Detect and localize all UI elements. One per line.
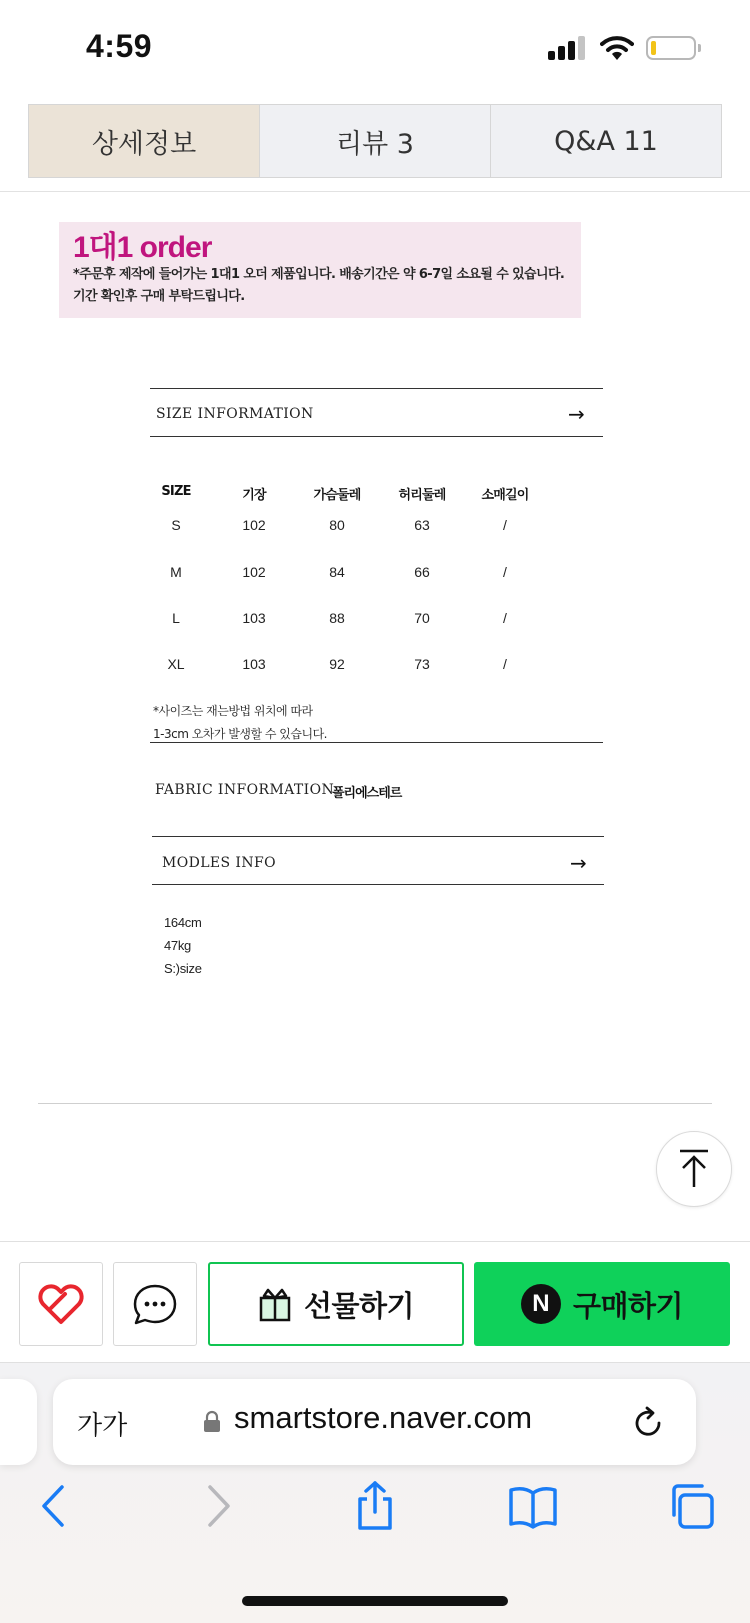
divider bbox=[152, 884, 604, 885]
share-icon[interactable] bbox=[350, 1481, 400, 1531]
divider bbox=[150, 436, 603, 437]
banner-line: *주문후 제작에 들어가는 1대1 오더 제품입니다. 배송기간은 약 6-7일 소요될 수 있습니다. bbox=[73, 267, 565, 282]
divider bbox=[152, 836, 604, 837]
buy-button[interactable] bbox=[474, 1262, 730, 1346]
text-size-button[interactable]: 가가 bbox=[77, 1411, 128, 1441]
fabric-info-heading: FABRIC INFORMATION bbox=[155, 782, 335, 798]
gift-button[interactable] bbox=[208, 1262, 464, 1346]
wishlist-button[interactable] bbox=[19, 1262, 103, 1346]
back-icon[interactable] bbox=[30, 1481, 80, 1531]
table-cell: M bbox=[170, 564, 182, 580]
column-header: 가슴둘레 bbox=[313, 488, 361, 503]
divider bbox=[150, 742, 603, 743]
model-weight: 47kg bbox=[164, 938, 191, 953]
table-cell: 103 bbox=[242, 610, 266, 626]
reload-icon[interactable] bbox=[633, 1405, 665, 1439]
table-cell: 80 bbox=[329, 517, 345, 533]
banner-title: 1대1 order bbox=[73, 231, 212, 264]
home-indicator bbox=[242, 1596, 508, 1606]
table-cell: 102 bbox=[242, 564, 266, 580]
url-text: smartstore.naver.com bbox=[234, 1400, 533, 1435]
previous-tab[interactable] bbox=[0, 1379, 37, 1465]
table-cell: / bbox=[503, 564, 507, 580]
model-height: 164cm bbox=[164, 915, 202, 930]
column-header: 기장 bbox=[242, 488, 266, 503]
table-cell: / bbox=[503, 517, 507, 533]
bookmarks-icon[interactable] bbox=[508, 1481, 558, 1531]
status-bar bbox=[0, 0, 750, 100]
battery-icon bbox=[646, 36, 696, 60]
size-note: 1-3cm 오차가 발생할 수 있습니다. bbox=[153, 727, 327, 741]
browser-toolbar bbox=[0, 1363, 750, 1623]
tab-detail-info[interactable]: 상세정보 bbox=[29, 105, 259, 177]
gift-icon bbox=[258, 1286, 292, 1322]
table-cell: 63 bbox=[414, 517, 430, 533]
table-cell: S bbox=[171, 517, 181, 533]
arrow-right-icon: → bbox=[568, 402, 585, 426]
table-cell: 102 bbox=[242, 517, 266, 533]
table-cell: L bbox=[172, 610, 180, 626]
tab-reviews[interactable]: 리뷰 3 bbox=[259, 105, 490, 177]
table-cell: / bbox=[503, 610, 507, 626]
table-cell: 103 bbox=[242, 656, 266, 672]
banner-line: 기간 확인후 구매 부탁드립니다. bbox=[73, 289, 245, 304]
table-cell: / bbox=[503, 656, 507, 672]
tab-qna[interactable]: Q&A 11 bbox=[490, 105, 721, 177]
models-info-heading: MODLES INFO bbox=[162, 855, 276, 871]
table-cell: 88 bbox=[329, 610, 345, 626]
column-header: SIZE bbox=[161, 484, 191, 499]
size-note: *사이즈는 재는방법 위치에 따라 bbox=[153, 704, 313, 718]
order-banner bbox=[59, 222, 581, 318]
arrow-right-icon: → bbox=[570, 851, 587, 875]
table-cell: XL bbox=[167, 656, 185, 672]
fabric-value: 폴리에스테르 bbox=[332, 786, 402, 801]
chat-bubble-icon bbox=[113, 1262, 197, 1346]
heart-icon bbox=[19, 1262, 103, 1346]
column-header: 소매길이 bbox=[481, 488, 529, 503]
column-header: 허리둘레 bbox=[398, 488, 446, 503]
divider bbox=[150, 388, 603, 389]
arrow-up-icon bbox=[656, 1131, 732, 1207]
purchase-bar bbox=[0, 1241, 750, 1363]
forward-icon[interactable] bbox=[192, 1481, 242, 1531]
cellular-signal-icon bbox=[548, 36, 586, 60]
table-cell: 84 bbox=[329, 564, 345, 580]
divider bbox=[0, 191, 750, 192]
scroll-to-top-button[interactable] bbox=[656, 1131, 732, 1207]
talk-button[interactable] bbox=[113, 1262, 197, 1346]
product-tabs bbox=[28, 104, 722, 178]
divider bbox=[38, 1103, 712, 1104]
model-size: S:)size bbox=[164, 961, 202, 976]
gift-button-label: 선물하기 bbox=[303, 1288, 415, 1323]
address-bar[interactable] bbox=[53, 1379, 696, 1465]
table-cell: 73 bbox=[414, 656, 430, 672]
table-cell: 70 bbox=[414, 610, 430, 626]
wifi-icon bbox=[600, 34, 634, 62]
lock-icon bbox=[203, 1410, 221, 1432]
table-cell: 66 bbox=[414, 564, 430, 580]
status-time: 4:59 bbox=[86, 28, 153, 64]
size-info-heading: SIZE INFORMATION bbox=[156, 406, 314, 422]
tabs-icon[interactable] bbox=[668, 1481, 718, 1531]
naver-pay-icon: N bbox=[521, 1284, 561, 1324]
buy-button-label: 구매하기 bbox=[572, 1288, 684, 1323]
table-cell: 92 bbox=[329, 656, 345, 672]
